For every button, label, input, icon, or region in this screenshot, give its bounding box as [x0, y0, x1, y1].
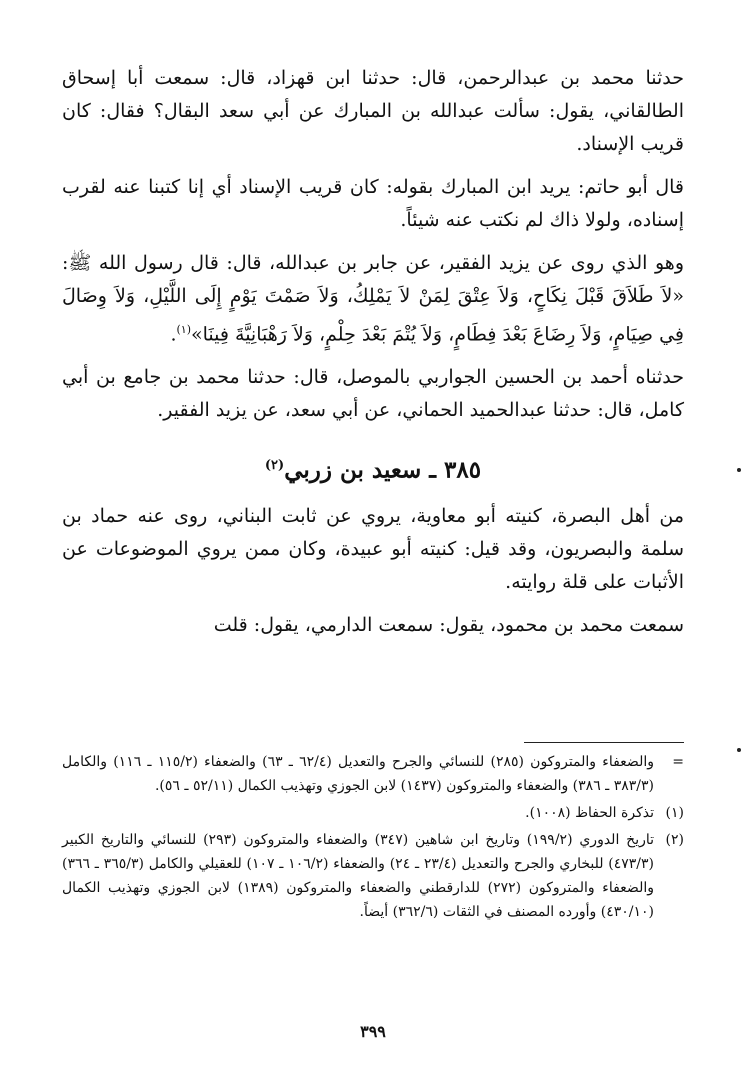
entry-heading [62, 449, 684, 488]
footnotes [62, 750, 684, 927]
paragraph-1: حدثنا محمد بن عبدالرحمن، قال: حدثنا ابن قهزاد، قال: سمعت أبا إسحاق الطالقاني، يقول: سألت عبدالله بن المبارك عن أبي سعد البقال؟ فقال: كان قريب الإسناد. [62, 67, 684, 155]
hadith-end: . [170, 323, 177, 346]
footnote-mark: (١) [665, 805, 684, 821]
paragraph-5: من أهل البصرة، كنيته أبو معاوية، يروي عن ثابت البناني، روى عنه حماد بن سلمة والبصريون، وقد قيل: كنيته أبو عبيدة، وكان ممن يروي الموضوعات عن الأثبات على قلة روايته. [62, 504, 684, 593]
footnote-text: والضعفاء والمتروكون (٢٨٥) للنسائي والجرح والتعديل (٦٢/٤ ـ ٦٣) والضعفاء (١١٥/٢ ـ ١١٦) والكامل (٣٨٣/٣ ـ ٣٨٦) والضعفاء والمتروكون (١٤٣٧) لابن الجوزي وتهذيب الكمال (٥٢/١١ ـ ٥٦). [62, 754, 654, 794]
page-number: ٣٩٩ [360, 1022, 386, 1041]
footnote-1 [62, 801, 684, 825]
book-page [62, 62, 684, 1072]
footnote-text: تذكرة الحفاظ (١٠٠٨). [525, 805, 654, 821]
footnote-mark: (٢) [665, 832, 684, 848]
footnote-2 [62, 828, 684, 924]
margin-mark [737, 468, 741, 472]
footnote-text: تاريخ الدوري (١٩٩/٢) وتاريخ ابن شاهين (٣٤٧) والضعفاء والمتروكون (٢٩٣) للنسائي والتاريخ الكبير (٤٧٣/٣) للبخاري والجرح والتعديل (٢٣/٤ ـ ٢٤) والضعفاء (١٠٦/٢ ـ ١٠٧) للعقيلي والكامل (٣٦٥/٣ ـ ٣٦٦) والضعفاء والمتروكون (٢٧٢) للدارقطني والضعفاء والمتروكون (١٣٨٩) لابن الجوزي وتهذيب الكمال (٤٣٠/١٠) وأورده المصنف في الثقات (٣٦٢/٦) أيضاً. [62, 832, 655, 920]
footnote-ref-2: (٢) [264, 458, 285, 474]
paragraph-3-hadith [62, 247, 684, 351]
footnote-ref-1: (١) [176, 323, 191, 336]
footnote-separator [524, 742, 684, 743]
entry-heading-text: ٣٨٥ ـ سعيد بن زربي [284, 456, 482, 484]
hadith-text: وهو الذي روى عن يزيد الفقير، عن جابر بن عبدالله، قال: قال رسول الله ﷺ: «لاَ طَلاَقَ قَبْلَ نِكَاحٍ، وَلاَ عِتْقَ لِمَنْ لاَ يَمْلِكُ، وَلاَ صَمْتَ يَوْمٍ إِلَى اللَّيْلِ، وَلاَ وِصَالَ فِي صِيَامٍ، وَلاَ رِضَاعَ بَعْدَ فِطَامٍ، وَلاَ يُتْمَ بَعْدَ حِلْمٍ، وَلاَ رَهْبَانِيَّةَ فِينَا» [62, 252, 684, 346]
paragraph-2: قال أبو حاتم: يريد ابن المبارك بقوله: كان قريب الإسناد أي إنا كتبنا عنه لقرب إسناده، ولولا ذاك لم نكتب عنه شيئاً. [62, 176, 684, 231]
paragraph-4: حدثناه أحمد بن الحسين الجواربي بالموصل، قال: حدثنا محمد بن جامع بن أبي كامل، قال: حدثنا عبدالحميد الحماني، عن أبي سعد، عن يزيد الفقير. [62, 366, 684, 422]
footnote-continuation [62, 750, 684, 798]
footnote-mark: = [672, 754, 684, 770]
paragraph-6: سمعت محمد بن محمود، يقول: سمعت الدارمي، يقول: قلت [213, 613, 684, 636]
margin-mark [737, 748, 741, 752]
